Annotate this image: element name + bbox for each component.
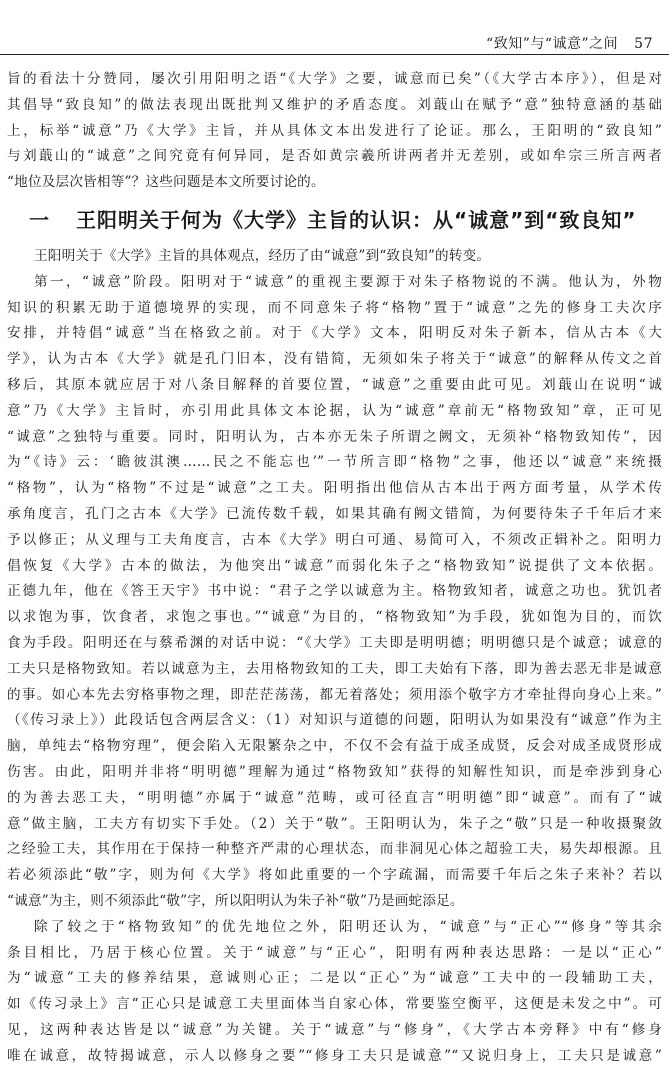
section-title: 王阳明关于何为《大学》主旨的认识：从“诚意”到“致良知” (76, 207, 637, 232)
text-line: 见，这两种表达皆是以“诚意”为关键。关于“诚意”与“修身”，《大学古本旁释》中有“修身 (7, 1021, 662, 1038)
paragraph-2 (7, 244, 662, 270)
text-line: 第一，“诚意”阶段。阳明对于“诚意”的重视主要源于对朱子格物说的不满。他认为，外物 (34, 273, 662, 290)
text-line: 意”乃《大学》主旨时，亦引用此具体文本论据，认为“诚意”章前无“格物致知”章，正可见 (7, 402, 662, 419)
text-line: 为“《诗》云：‘瞻彼淇澳……民之不能忘也’”一节所言即“格物”之事，他还以“诚意”来统摄 (7, 454, 662, 471)
text-line: 知识的积累无助于道德境界的实现，而不同意朱子将“格物”置于“诚意”之先的修身工夫次序 (7, 299, 662, 316)
header-rule (0, 54, 669, 55)
text-line: 脑，单纯去“格物穷理”，便会陷入无限繁杂之中，不仅不会有益于成圣成贤，反会对成圣成贤形成 (7, 738, 662, 755)
text-line: 王阳明关于《大学》主旨的具体观点，经历了由“诚意”到“致良知”的转变。 (34, 247, 491, 264)
text-line: 之经验工夫，其作用在于保持一种整齐严肃的心理状态，而非洞见心体之超验工夫，易失却根源。且 (7, 841, 662, 858)
text-line: 伤害。由此，阳明并非将“明明德”理解为通过“格物致知”获得的知解性知识，而是牵涉到身心 (7, 763, 662, 780)
paragraph-4 (7, 915, 662, 1070)
text-line: 正德九年，他在《答王天宇》书中说：“君子之学以诚意为主。格物致知者，诚意之功也。犹饥者 (7, 583, 662, 600)
text-line: 意”做主脑，工夫方有切实下手处。（2）关于“敬”。王阳明认为，朱子之“敬”只是一种收摄聚敛 (7, 815, 662, 832)
paragraph-1 (7, 67, 662, 196)
text-line: “地位及层次皆相等”？这些问题是本文所要讨论的。 (7, 174, 325, 191)
text-line: 唯在诚意，故特揭诚意，示人以修身之要”“修身工夫只是诚意”“又说归身上，工夫只是诚意” (7, 1047, 662, 1064)
text-line: 为“诚意”工夫的修养结果，意诚则心正；二是以“正心”为“诚意”工夫中的一段辅助工夫， (7, 970, 662, 987)
text-line: 条目相比，乃居于核心位置。关于“诚意”与“正心”，阳明有两种表达思路：一是以“正心” (7, 944, 662, 961)
text-line: 旨的看法十分赞同，屡次引用阳明之语“《大学》之要，诚意而已矣”（《大学古本序》），但是对 (7, 71, 662, 87)
text-line: 与刘蕺山的“诚意”之间究竟有何异同，是否如黄宗羲所讲两者并无差别，或如牟宗三所言两者 (7, 148, 662, 165)
text-line: 如《传习录上》言“正心只是诚意工夫里面体当自家心体，常要鉴空衡平，这便是未发之中”。可 (7, 996, 662, 1013)
text-line: 承角度言，孔门之古本《大学》已流传数千载，如果其确有阙文错简，为何要待朱子千年后才来 (7, 505, 662, 522)
text-line: 以求饱为事，饮食者，求饱之事也。”“诚意”为目的，“格物致知”为手段，犹如饱为目的，而饮 (7, 609, 662, 626)
running-header (486, 33, 653, 53)
text-line: 倡恢复《大学》古本的做法，为他突出“诚意”而弱化朱子之“格物致知”说提供了文本依据。 (7, 557, 662, 574)
text-line: 工夫只是格物致知。若以诚意为主，去用格物致知的工夫，即工夫始有下落，即为善去恶无非是诚意 (7, 660, 662, 677)
text-line: 学》，认为古本《大学》就是孔门旧本，没有错简，无须如朱子将关于“诚意”的解释从传文之首 (7, 351, 662, 368)
text-line: 其倡导“致良知”的做法表现出既批判又维护的矛盾态度。刘蕺山在赋予“意”独特意涵的基础 (7, 96, 662, 113)
text-line: 的事。如心本先去穷格事物之理，即茫茫荡荡，都无着落处；须用添个敬字方才牵扯得向身心上来。” (7, 686, 662, 703)
text-line: 的为善去恶工夫，“明明德”亦属于“诚意”范畴，或可径直言“明明德”即“诚意”。而有了“诚 (7, 789, 662, 806)
text-line: 若必须添此“敬”字，则为何《大学》将如此重要的一个字疏漏，而需要千年后之朱子来补？若以 (7, 867, 662, 884)
section-heading (7, 196, 662, 244)
text-line: “诚意”之独特与重要。同时，阳明认为，古本亦无朱子所谓之阙文，无须补“格物致知传”，因 (7, 428, 662, 445)
running-title: “致知”与“诚意”之间 (486, 36, 619, 52)
text-line: “诚意”为主，则不须添此“敬”字，所以阳明认为朱子补“敬”乃是画蛇添足。 (7, 892, 464, 909)
paragraph-3 (7, 270, 662, 915)
text-line: 上，标举“诚意”乃《大学》主旨，并从具体文本出发进行了论证。那么，王阳明的“致良知” (7, 122, 662, 139)
text-line: 除了较之于“格物致知”的优先地位之外，阳明还认为，“诚意”与“正心”“修身”等其余 (34, 918, 662, 935)
text-line: “格物”，认为“格物”不过是“诚意”之工夫。阳明指出他信从古本出于两方面考量，从学术传 (7, 480, 662, 497)
text-line: 移后，其原本就应居于对八条目解释的首要位置，“诚意”之重要由此可见。刘蕺山在说明“诚 (7, 376, 662, 393)
page-header (0, 0, 669, 56)
text-line: 安排，并特倡“诚意”当在格致之前。对于《大学》文本，阳明反对朱子新本，信从古本《大 (7, 325, 662, 342)
text-line: 予以修正；从义理与工夫角度言，古本《大学》明白可通、易简可入，不须改正辑补之。阳明力 (7, 531, 662, 548)
page-body (7, 67, 662, 1069)
text-line: （《传习录上》）此段话包含两层含义：（1）对知识与道德的问题，阳明认为如果没有“诚意”作为主 (7, 712, 662, 729)
page-number: 57 (634, 36, 653, 52)
section-number: 一 (29, 207, 50, 232)
text-line: 食为手段。阳明还在与蔡希渊的对话中说：“《大学》工夫即是明明德；明明德只是个诚意；诚意的 (7, 634, 662, 651)
